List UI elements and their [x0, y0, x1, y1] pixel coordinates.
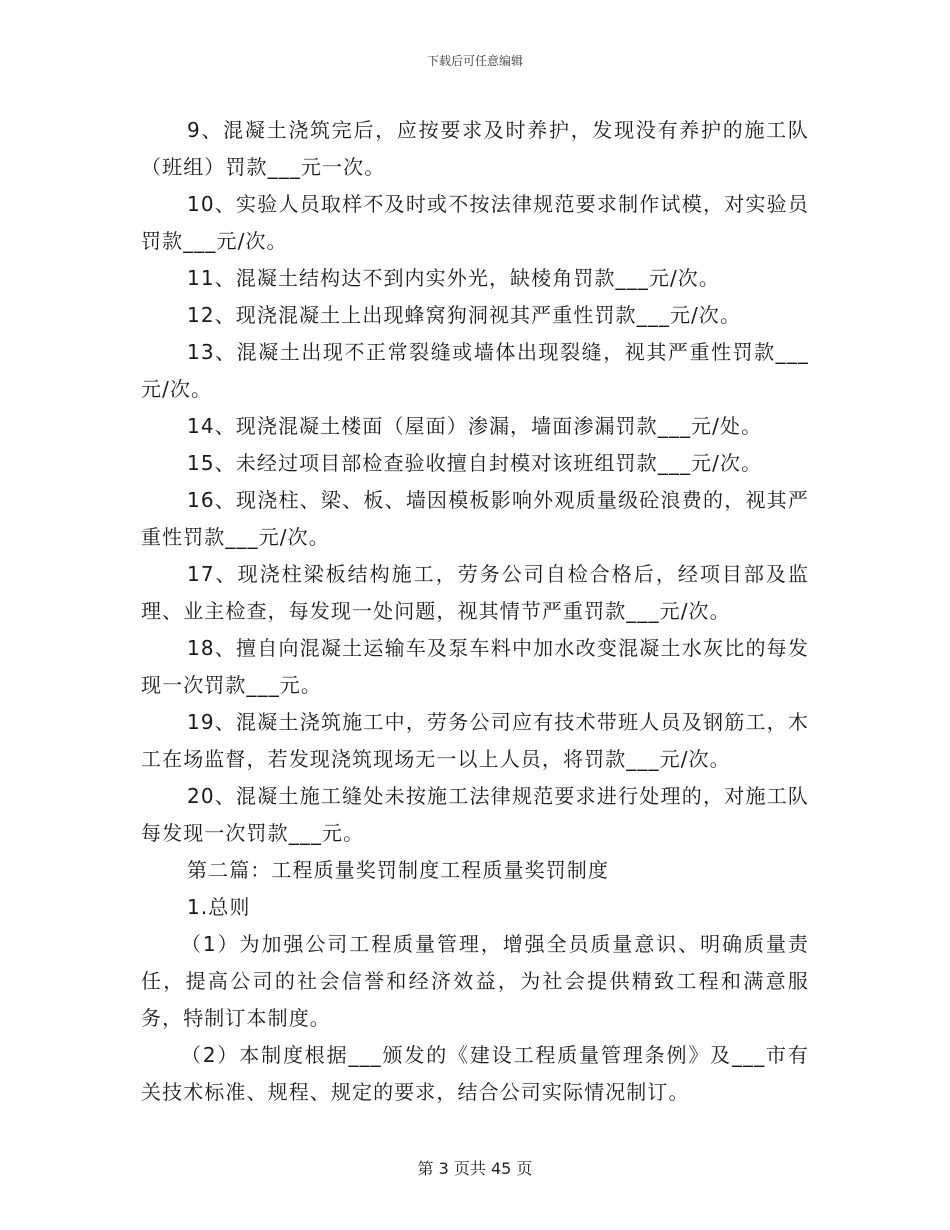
page-header: 下载后可任意编辑 [426, 54, 523, 68]
paragraph-item-13: 13、混凝土出现不正常裂缝或墙体出现裂缝，视其严重性罚款___元/次。 [141, 340, 809, 401]
paragraph-item-17: 17、现浇柱梁板结构施工，劳务公司自检合格后，经项目部及监理、业主检查，每发现一处问题，视其情节严重罚款___元/次。 [141, 562, 809, 623]
paragraph-item-18: 18、擅自向混凝土运输车及泵车料中加水改变混凝土水灰比的每发现一次罚款___元。 [141, 636, 809, 697]
paragraph-item-14: 14、现浇混凝土楼面（屋面）渗漏，墙面渗漏罚款___元/处。 [187, 414, 763, 438]
paragraph-item-16: 16、现浇柱、梁、板、墙因模板影响外观质量级砼浪费的，视其严重性罚款___元/次。 [141, 488, 809, 549]
paragraph-item-15: 15、未经过项目部检查验收擅自封模对该班组罚款___元/次。 [187, 451, 763, 475]
paragraph-item-12: 12、现浇混凝土上出现蜂窝狗洞视其严重性罚款___元/次。 [187, 303, 742, 327]
paragraph-item-19: 19、混凝土浇筑施工中，劳务公司应有技术带班人员及钢筋工，木工在场监督，若发现浇筑现场无一以上人员，将罚款___元/次。 [141, 710, 809, 771]
section-heading: 第二篇：工程质量奖罚制度工程质量奖罚制度 [187, 858, 609, 882]
paragraph-item-10: 10、实验人员取样不及时或不按法律规范要求制作试模，对实验员罚款___元/次。 [141, 192, 809, 253]
paragraph-item-20: 20、混凝土施工缝处未按施工法律规范要求进行处理的，对施工队每发现一次罚款___元。 [141, 784, 809, 845]
paragraph-item-11: 11、混凝土结构达不到内实外光，缺棱角罚款___元/次。 [187, 266, 720, 290]
page-number-footer: 第 3 页共 45 页 [417, 1159, 533, 1178]
clause-paragraph-1: （1）为加强公司工程质量管理，增强全员质量意识、明确质量责任，提高公司的社会信誉和经济效益，为社会提供精致工程和满意服务，特制订本制度。 [141, 932, 809, 1030]
paragraph-item-9: 9、混凝土浇筑完后，应按要求及时养护，发现没有养护的施工队（班组）罚款___元一次。 [141, 118, 809, 179]
clause-paragraph-2: （2）本制度根据___颁发的《建设工程质量管理条例》及___市有关技术标准、规程、规定的要求，结合公司实际情况制订。 [141, 1043, 809, 1104]
subsection-heading: 1.总则 [187, 895, 251, 919]
document-body [141, 112, 809, 1111]
